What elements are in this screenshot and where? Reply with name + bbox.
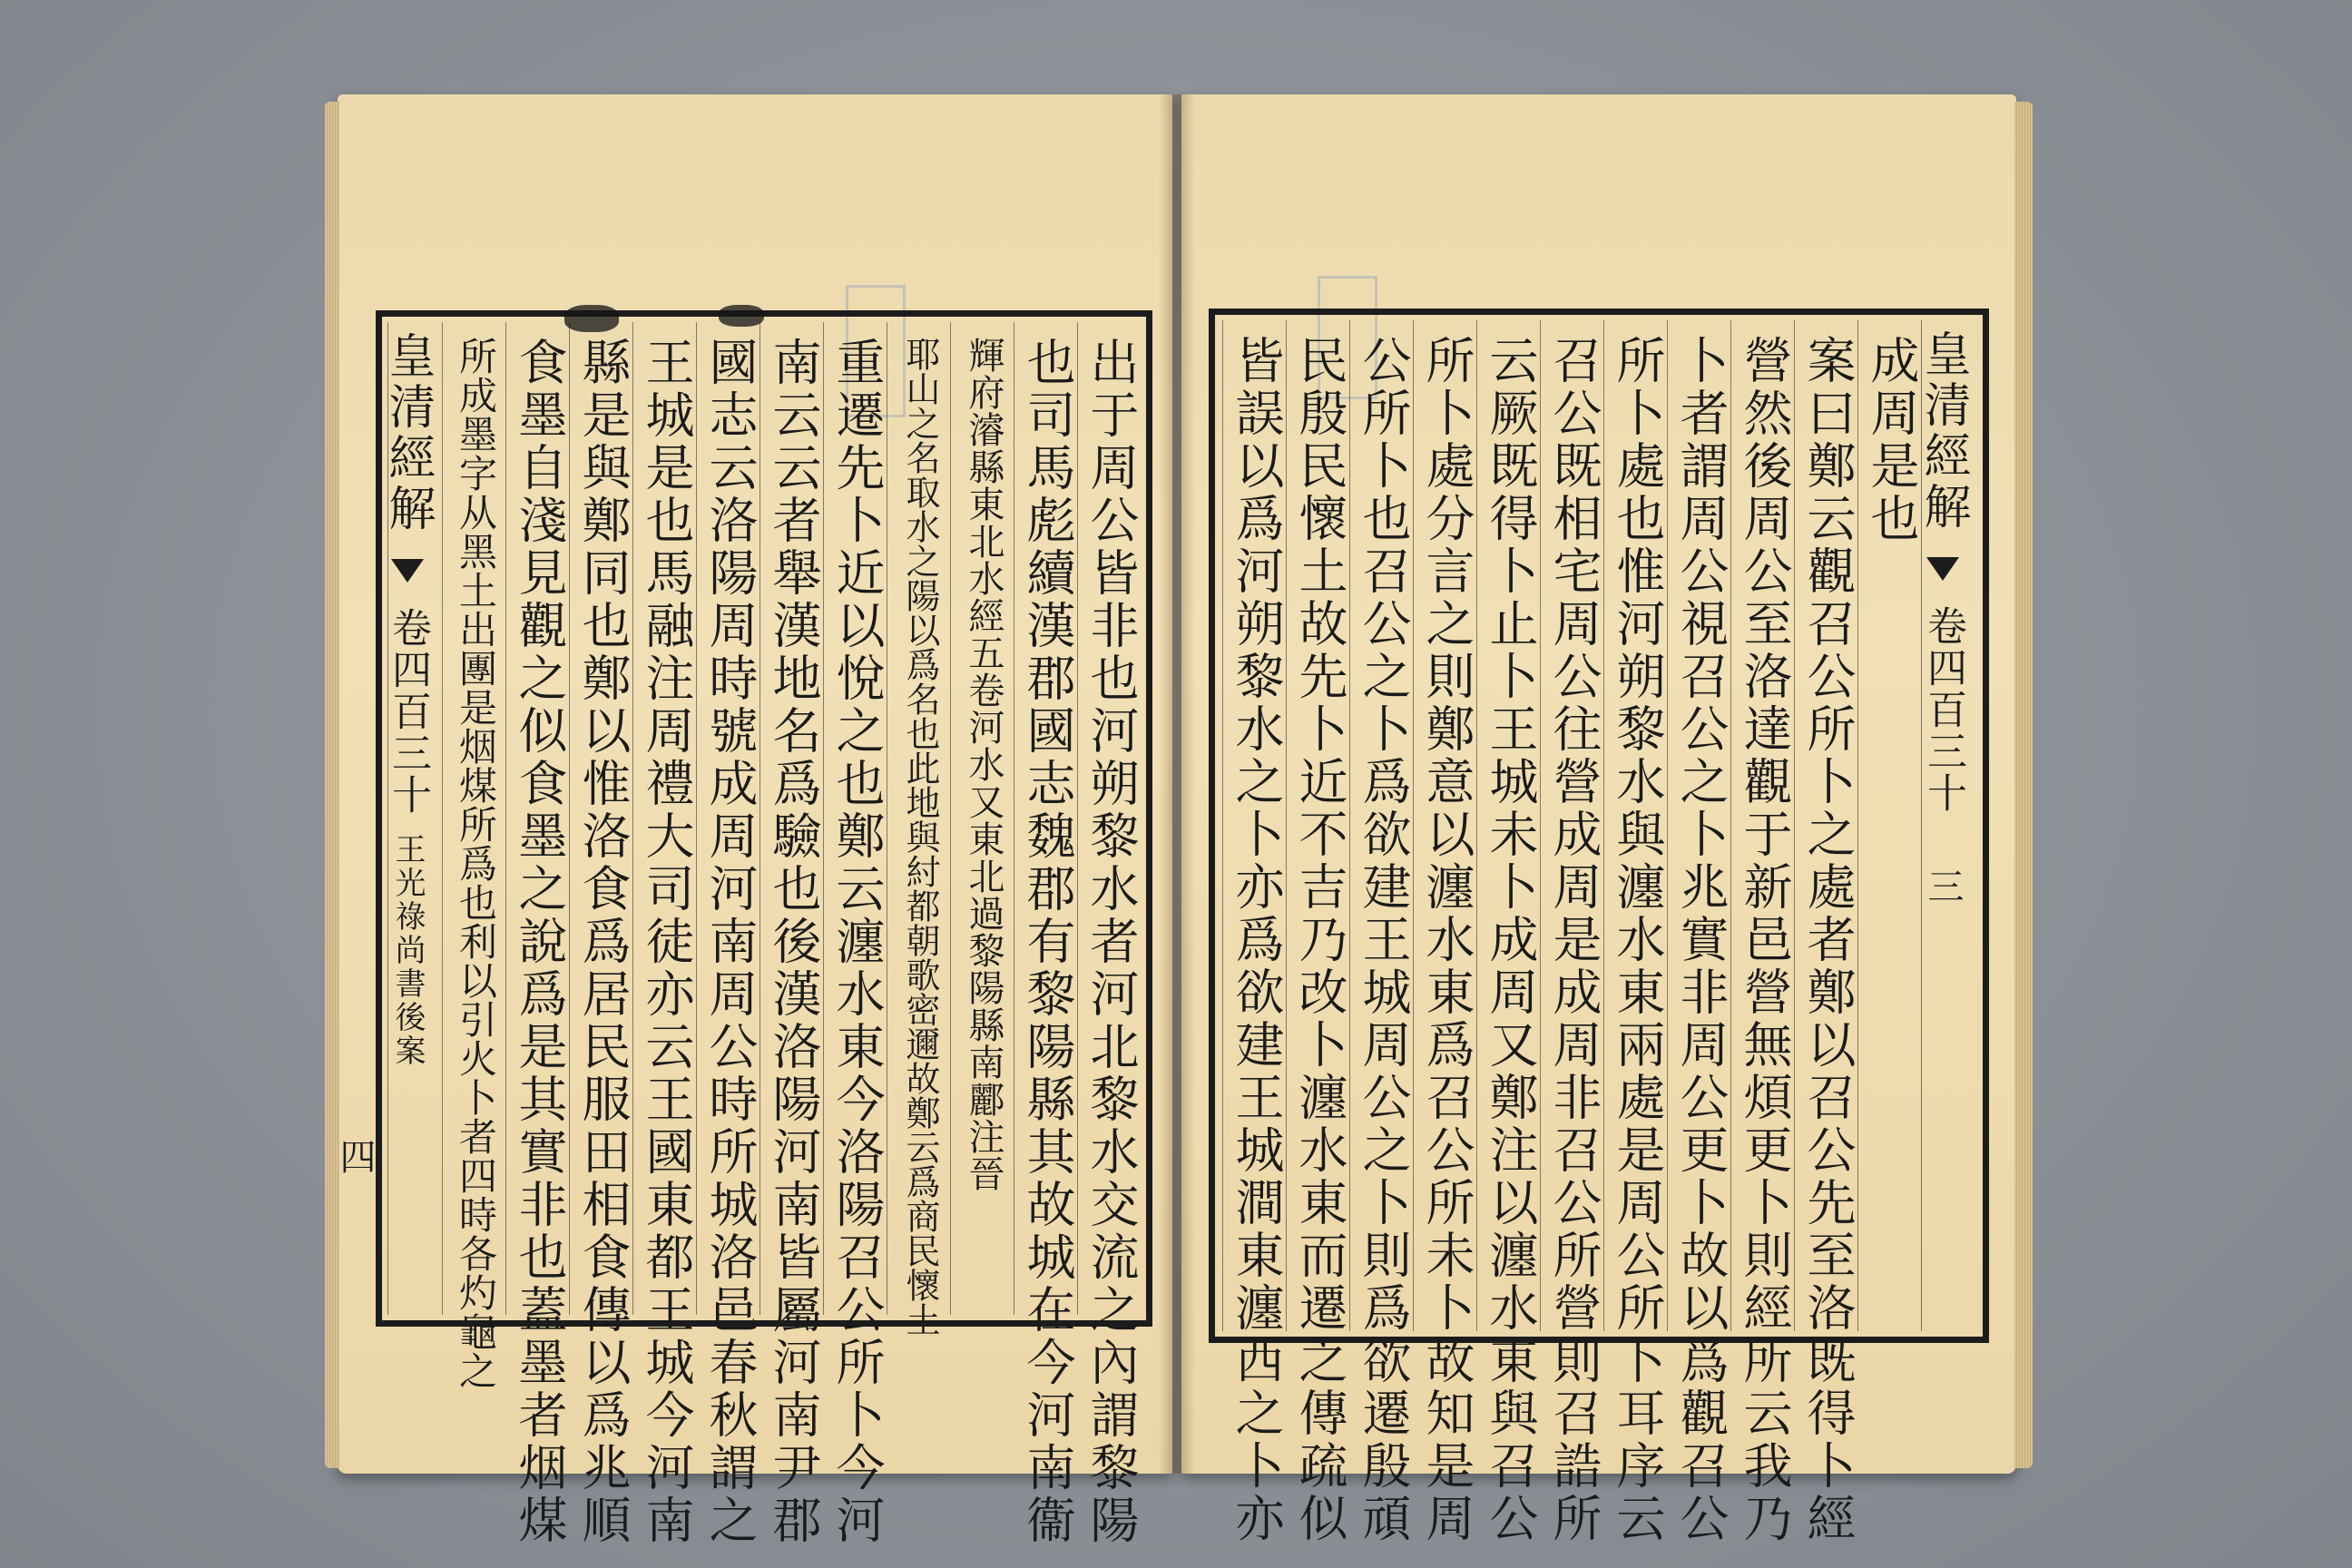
right-column-2: 案曰鄭云觀召公所卜之處者鄭以召公先至洛既得卜經	[1794, 320, 1857, 1331]
right-page-number: 三	[1922, 867, 1964, 904]
right-margin-volume: 卷四百三十	[1920, 605, 1966, 814]
left-column-6: 南云云者舉漢地名爲驗也後漢洛陽河南皆屬河南尹郡	[760, 322, 823, 1315]
right-page	[1181, 94, 2016, 1545]
fishtail-mark-right	[1926, 557, 1959, 581]
left-column-3: 輝府濬縣東北水經五卷河水又東北過黎陽縣南酈注晉	[950, 322, 1014, 1315]
right-page-edges	[2014, 102, 2033, 1468]
right-column-4: 卜者謂周公視召公之卜兆實非周公更卜故以爲觀召公	[1667, 320, 1730, 1331]
right-margin-title: 皇清經解	[1916, 329, 1970, 533]
left-margin-strip	[380, 322, 442, 1315]
right-column-6: 召公既相宅周公往營成周是成周非召公所營則召誥所	[1540, 320, 1603, 1331]
left-column-4: 耶山之名取水之陽以爲名也此地與紂都朝歌密邇故鄭云爲商民懷土	[887, 322, 950, 1315]
left-column-2: 也司馬彪續漢郡國志魏郡有黎陽縣其故城在今河南衞	[1014, 322, 1077, 1315]
left-margin-volume: 卷四百三十	[385, 607, 431, 816]
left-margin-title: 皇清經解	[380, 331, 435, 534]
right-column-7: 云厥既得卜止卜王城未卜成周又鄭注以瀍水東與召公	[1476, 320, 1540, 1331]
left-margin-author: 王光祿尚書後案	[389, 833, 426, 1068]
right-print-frame	[1209, 309, 1989, 1545]
right-column-3: 營然後周公至洛達觀于新邑營無煩更卜則經所云我乃	[1730, 320, 1794, 1331]
open-book	[334, 94, 2016, 1547]
left-column-7: 國志云洛陽周時號成周河南周公時所城洛邑春秋謂之	[696, 322, 760, 1315]
left-text-columns	[380, 322, 1141, 1547]
right-column-1: 成周是也	[1857, 320, 1921, 1331]
left-page	[334, 94, 1172, 1547]
left-column-8: 王城是也馬融注周禮大司徒亦云王國東都王城今河南	[632, 322, 696, 1315]
left-column-10: 食墨自淺見觀之似食墨之說爲是其實非也蓋墨者烟煤	[505, 322, 569, 1315]
right-column-11: 皆誤以爲河朔黎水之卜亦爲欲建王城澗東瀍西之卜亦	[1222, 320, 1286, 1331]
left-page-edges	[325, 102, 339, 1468]
left-print-frame	[376, 310, 1152, 1547]
right-column-10: 民殷民懷土故先卜近不吉乃改卜瀍水東而遷之傳疏似	[1286, 320, 1349, 1331]
right-column-9: 公所卜也召公之卜爲欲建王城周公之卜則爲欲遷殷頑	[1349, 320, 1413, 1331]
left-column-1: 出于周公皆非也河朔黎水者河北黎水交流之內謂黎陽	[1077, 322, 1141, 1315]
right-column-8: 所卜處分言之則鄭意以瀍水東爲召公所未卜故知是周	[1413, 320, 1476, 1331]
left-column-9: 縣是與鄭同也鄭以惟洛食爲居民服田相食傳以爲兆順	[569, 322, 632, 1315]
ink-blot	[719, 305, 764, 327]
left-page-number: 四	[334, 1138, 376, 1174]
fishtail-mark-left	[391, 559, 424, 583]
right-margin-strip	[1916, 320, 1977, 1331]
left-column-5: 重遷先卜近以悅之也鄭云瀍水東今洛陽召公所卜今河	[823, 322, 887, 1315]
left-column-11: 所成墨字从黑土出團是烟煤所爲也利以引火卜者四時各灼龜之	[442, 322, 505, 1315]
right-text-columns	[1220, 320, 1977, 1545]
right-column-5: 所卜處也惟河朔黎水與瀍水東兩處是周公所卜耳序云	[1603, 320, 1667, 1331]
ink-blot	[564, 305, 619, 332]
